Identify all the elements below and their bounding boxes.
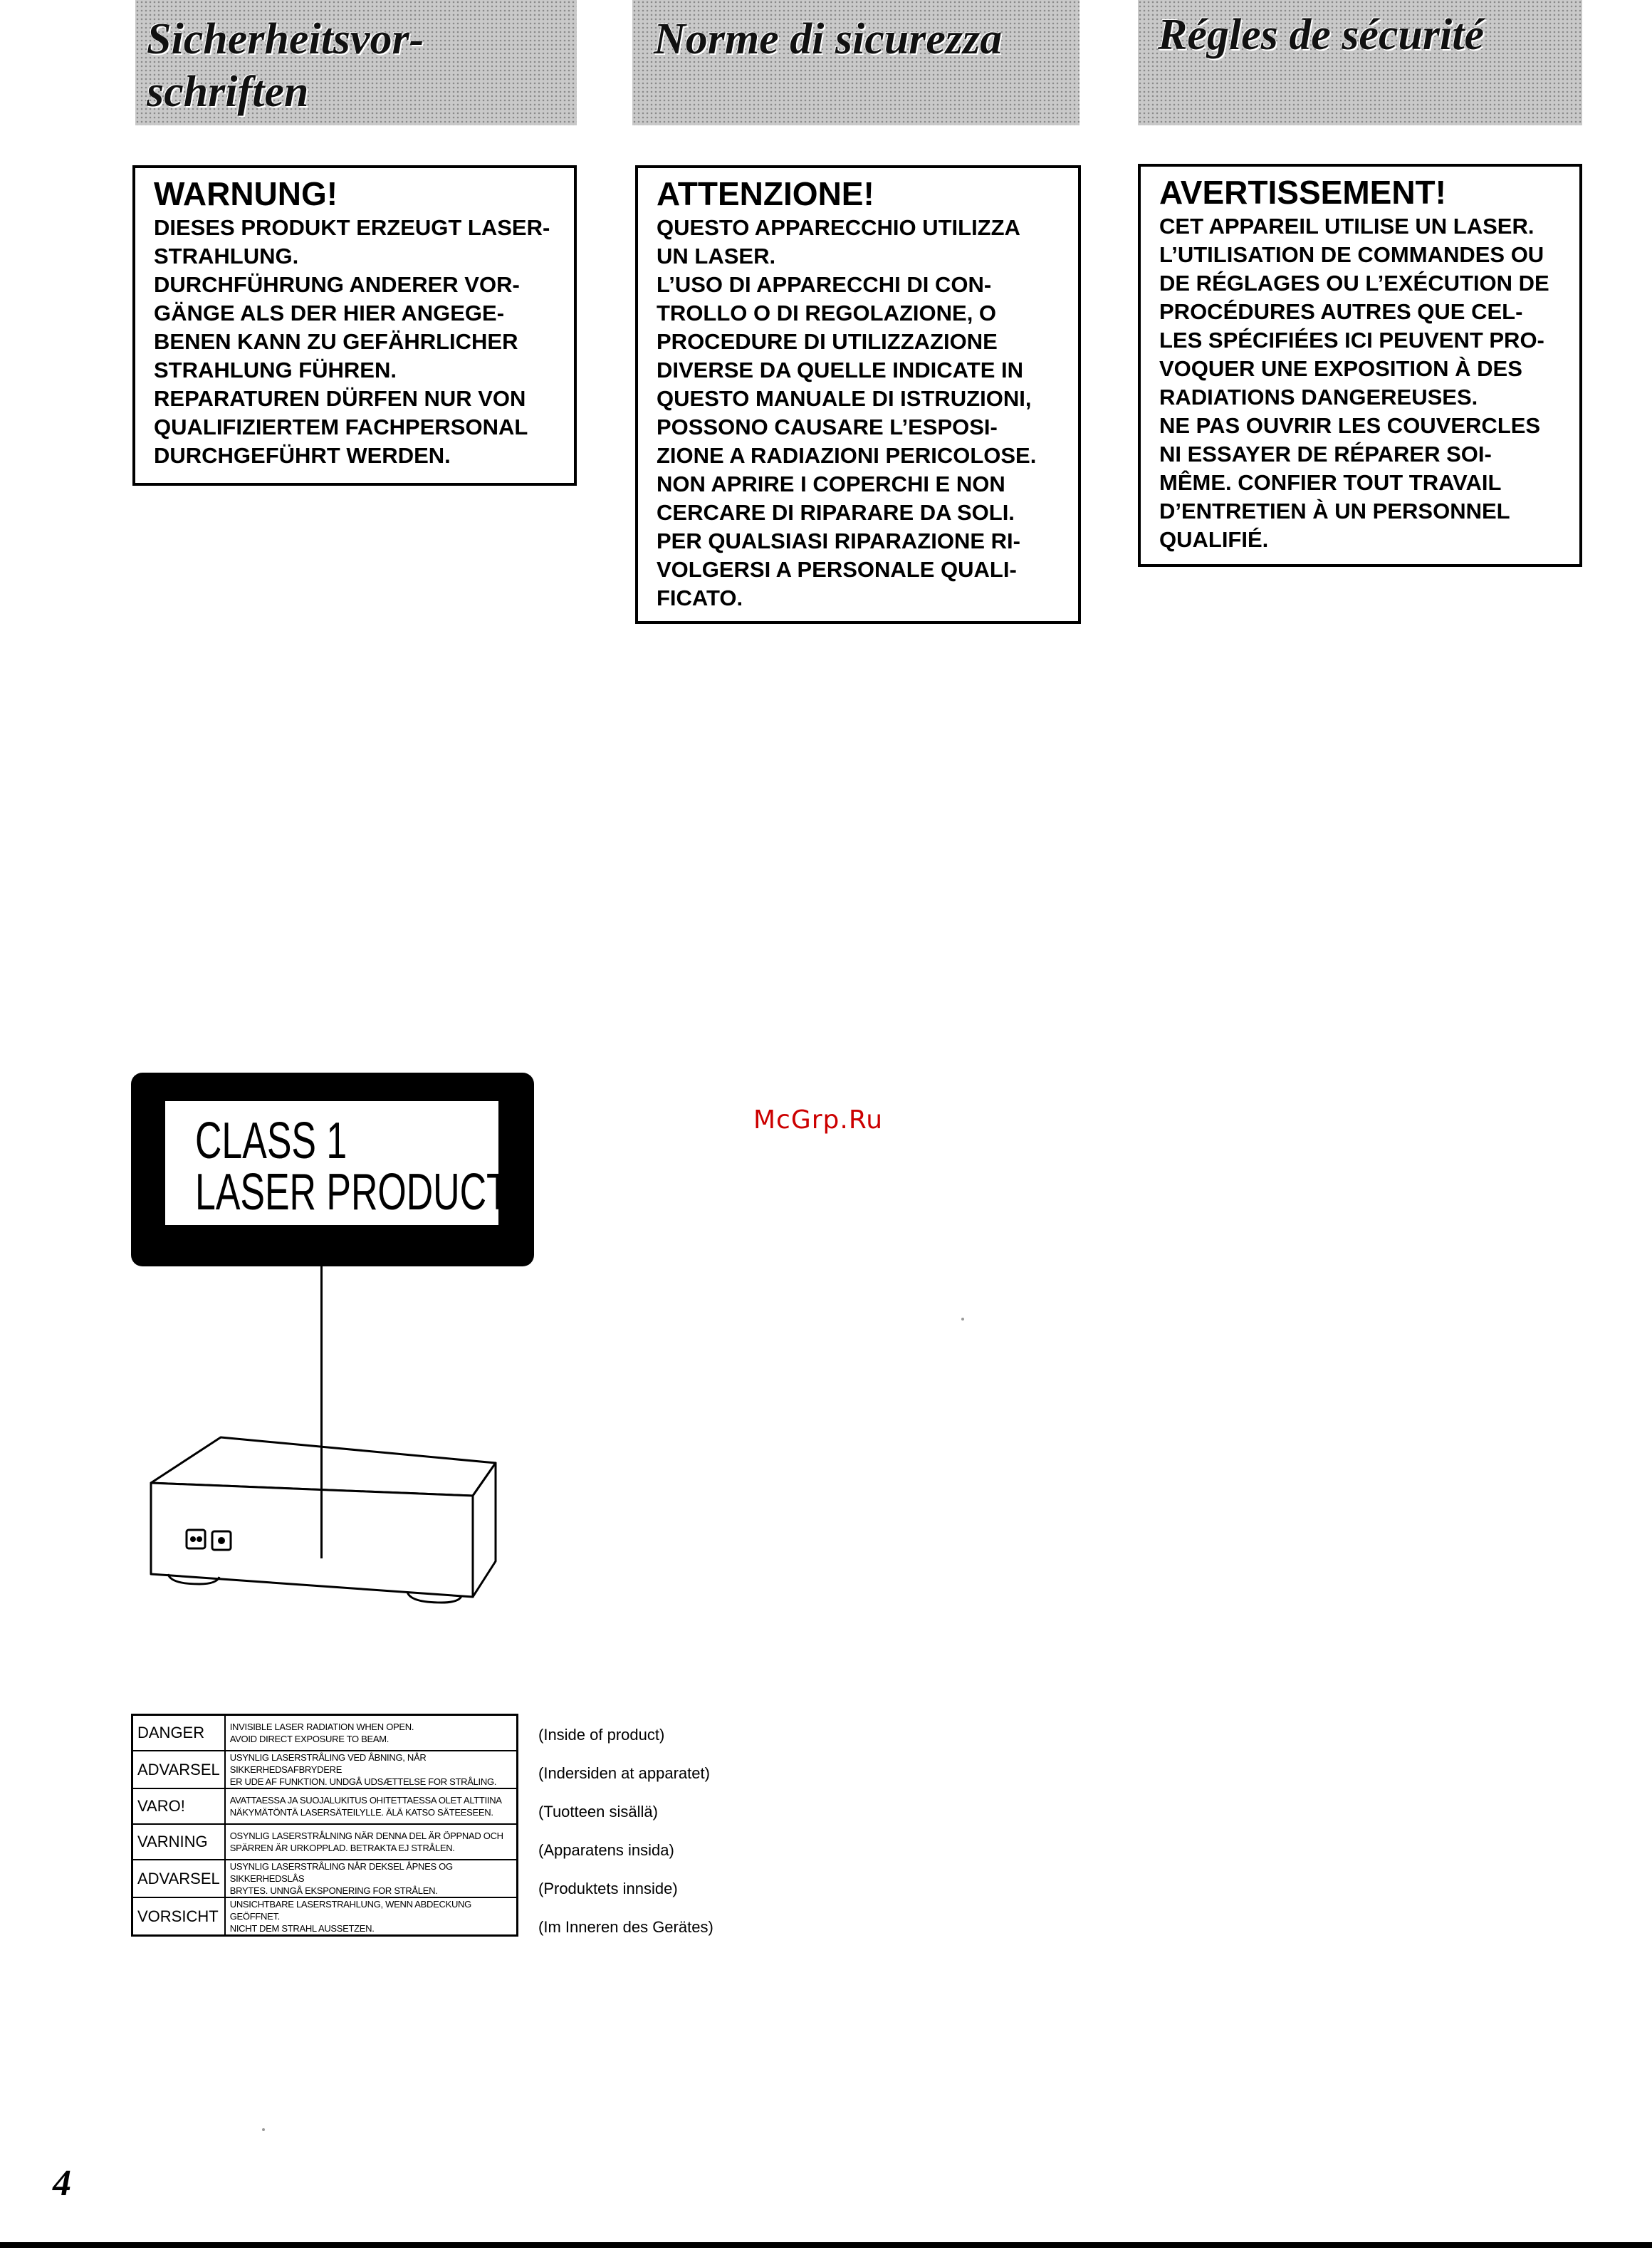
location-note: (Produktets innside): [538, 1880, 678, 1897]
header-german: [135, 0, 577, 125]
label-keyword: ADVARSEL: [132, 1860, 225, 1897]
label-keyword: VARO!: [132, 1788, 225, 1824]
warning-body-french: CET APPAREIL UTILISE UN LASER. L’UTILISATION DE COMMANDES OU DE RÉGLAGES OU L’EXÉCUTION DE PROCÉDURES AUTRES QUE CEL- LES SPÉCIFIÉES ICI PEUVENT PRO- VOQUER UNE EXPOSITION À DES RADIATIONS DANGEREUSES. NE PAS OUVRIR LES COUVERCLES NI ESSAYER DE RÉPARER SOI- MÊME. CONFIER TOUT TRAVAIL D’ENTRETIEN À UN PERSONNEL QUALIFIÉ.: [1159, 214, 1549, 552]
label-text: USYNLIG LASERSTRÅLING VED ÅBNING, NÅR SIKKERHEDSAFBRYDERE ER UDE AF FUNKTION. UNDGÅ UDSÆTTELSE FOR STRÅLING.: [225, 1751, 518, 1788]
class1-laser-label: [131, 1073, 534, 1266]
label-keyword: ADVARSEL: [132, 1751, 225, 1788]
label-keyword: VORSICHT: [132, 1897, 225, 1936]
header-italian: [632, 0, 1079, 125]
label-text: UNSICHTBARE LASERSTRAHLUNG, WENN ABDECKUNG GEÖFFNET. NICHT DEM STRAHL AUSSETZEN.: [225, 1897, 518, 1936]
watermark-text: McGrp.Ru: [753, 1105, 884, 1135]
warning-box-french: [1138, 164, 1582, 567]
label-text: OSYNLIG LASERSTRÅLNING NÄR DENNA DEL ÄR ÖPPNAD OCH SPÄRREN ÄR URKOPPLAD. BETRAKTA EJ STRÅLEN.: [225, 1824, 518, 1860]
bottom-rule: [0, 2242, 1652, 2248]
cd-player-illustration: [142, 1432, 513, 1617]
warning-box-german: [132, 165, 577, 486]
class1-laser-label-inner: [164, 1100, 509, 1226]
warning-title-italian: ATTENZIONE!: [657, 175, 874, 212]
location-note: (Apparatens insida): [538, 1841, 674, 1859]
location-note: (Inside of product): [538, 1726, 665, 1744]
label-keyword: VARNING: [132, 1824, 225, 1860]
label-location-notes: [538, 1718, 713, 1949]
label-keyword: DANGER: [132, 1715, 225, 1751]
table-row: [132, 1788, 518, 1824]
laser-warning-labels-table: [131, 1714, 518, 1937]
laser-label-line2: LASER PRODUCT: [195, 1164, 509, 1221]
scan-speck: [262, 2128, 265, 2131]
warning-body-german: DIESES PRODUKT ERZEUGT LASER- STRAHLUNG. DURCHFÜHRUNG ANDERER VOR- GÄNGE ALS DER HIER ANGEGE- BENEN KANN ZU GEFÄHRLICHER STRAHLUNG FÜHREN. REPARATUREN DÜRFEN NUR VON QUALIFIZIERTEM FACHPERSONAL DURCHGEFÜHRT WERDEN.: [154, 215, 550, 468]
header-french: [1138, 0, 1582, 125]
header-german-title: Sicherheitsvor- schriften: [147, 15, 424, 116]
table-row: [132, 1860, 518, 1897]
label-text: INVISIBLE LASER RADIATION WHEN OPEN. AVOID DIRECT EXPOSURE TO BEAM.: [225, 1715, 518, 1751]
warning-body-italian: QUESTO APPARECCHIO UTILIZZA UN LASER. L’USO DI APPARECCHI DI CON- TROLLO O DI REGOLAZIONE, O PROCEDURE DI UTILIZZAZIONE DIVERSE DA QUELLE INDICATE IN QUESTO MANUALE DI ISTRUZIONI, POSSONO CAUSARE L’ESPOSI- ZIONE A RADIAZIONI PERICOLOSE. NON APRIRE I COPERCHI E NON CERCARE DI RIPARARE DA SOLI. PER QUALSIASI RIPARAZIONE RI- VOLGERSI A PERSONALE QUALI- FICATO.: [657, 215, 1037, 610]
table-row: [132, 1897, 518, 1936]
page-number: 4: [53, 2163, 71, 2204]
table-row: [132, 1824, 518, 1860]
location-note: (Indersiden at apparatet): [538, 1764, 710, 1782]
label-leader-line: [320, 1266, 323, 1558]
header-italian-title: Norme di sicurezza: [654, 15, 1003, 63]
location-note: (Tuotteen sisällä): [538, 1803, 658, 1821]
label-text: USYNLIG LASERSTRÅLING NÅR DEKSEL ÅPNES OG SIKKERHEDSLÅS BRYTES. UNNGÅ EKSPONERING FOR STRÅLEN.: [225, 1860, 518, 1897]
table-row: [132, 1715, 518, 1751]
header-french-title: Régles de sécurité: [1158, 11, 1485, 59]
scan-speck: [961, 1318, 964, 1321]
table-row: [132, 1751, 518, 1788]
laser-label-line1: CLASS 1: [195, 1113, 347, 1170]
warning-title-german: WARNUNG!: [154, 175, 338, 212]
location-note: (Im Inneren des Gerätes): [538, 1918, 713, 1936]
label-text: AVATTAESSA JA SUOJALUKITUS OHITETTAESSA OLET ALTTIINA NÄKYMÄTÖNTÄ LASERSÄTEILYLLE. ÄLÄ KATSO SÄTEESEEN.: [225, 1788, 518, 1824]
warning-box-italian: [635, 165, 1081, 624]
warning-title-french: AVERTISSEMENT!: [1159, 174, 1446, 211]
